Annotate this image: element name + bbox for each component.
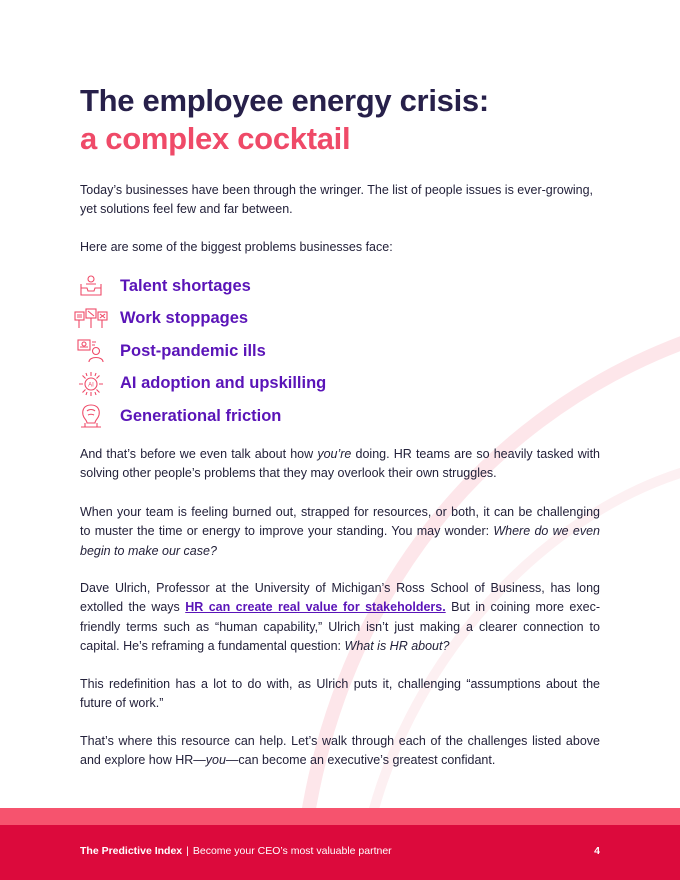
text-run: doing. HR teams are so heavily tasked with solving other people’s problems that they may overlook their own struggles. <box>80 447 600 481</box>
paragraph-resource <box>80 732 600 771</box>
emphasis: What is HR about? <box>344 638 450 653</box>
paragraph-ulrich <box>80 579 600 656</box>
problem-label: Generational friction <box>120 406 282 425</box>
list-item <box>74 368 594 401</box>
problems-lead: Here are some of the biggest problems businesses face: <box>80 240 393 254</box>
problem-label: AI adoption and upskilling <box>120 374 327 393</box>
list-item <box>74 400 594 433</box>
page-title <box>80 82 489 158</box>
footer-tagline: Become your CEO’s most valuable partner <box>192 845 392 857</box>
paragraph-self-care <box>80 445 600 484</box>
footer-accent-strip <box>0 808 680 825</box>
problem-label: Talent shortages <box>120 276 251 295</box>
svg-text:AI: AI <box>88 382 94 389</box>
list-item <box>74 303 594 336</box>
problem-list <box>74 270 594 433</box>
brain-head-icon <box>74 403 108 429</box>
stakeholder-value-link[interactable]: HR can create real value for stakeholders. <box>185 600 446 615</box>
inbox-person-icon <box>74 273 108 299</box>
sick-person-icon <box>74 338 108 364</box>
list-item <box>74 270 594 303</box>
ai-chip-icon <box>74 371 108 397</box>
footer-left <box>80 845 392 857</box>
title-line-2: a complex cocktail <box>80 121 351 156</box>
footer-brand: The Predictive Index <box>80 845 183 857</box>
footer-separator: | <box>186 845 189 857</box>
text-run: But in coining more exec-friendly terms such as “human capability,” Ulrich isn’t just making a clearer connection to capital. He’s reframing a fundamental question: <box>80 600 600 653</box>
list-item <box>74 335 594 368</box>
text-run: That’s where this resource can help. Let’s walk through each of the challenges listed above and explore how HR— <box>80 734 600 768</box>
protest-signs-icon <box>74 306 108 332</box>
title-line-1: The employee energy crisis: <box>80 83 489 118</box>
emphasis: you’re <box>317 447 352 461</box>
problem-label: Post-pandemic ills <box>120 341 266 360</box>
text-run: And that’s before we even talk about how <box>80 447 318 461</box>
page-footer <box>0 825 680 880</box>
text-run: —can become an executive’s greatest confidant. <box>225 753 496 768</box>
text-run: Dave Ulrich, Professor at the University of Michigan’s Ross School of Business, has long extolled the ways <box>80 581 600 615</box>
intro-paragraph: Today’s businesses have been through the wringer. The list of people issues is ever-growing, yet solutions feel few and far between. <box>80 183 594 217</box>
emphasis: you <box>205 753 226 768</box>
problem-label: Work stoppages <box>120 309 249 328</box>
paragraph-burnout <box>80 503 600 561</box>
page-number: 4 <box>594 845 600 857</box>
text-run: When your team is feeling burned out, strapped for resources, or both, it can be challenging to muster the time or energy to improve your standing. You may wonder: <box>80 505 600 539</box>
emphasis: Where do we even begin to make our case? <box>80 524 600 558</box>
paragraph-redefinition: This redefinition has a lot to do with, as Ulrich puts it, challenging “assumptions about the future of work.” <box>80 677 600 711</box>
